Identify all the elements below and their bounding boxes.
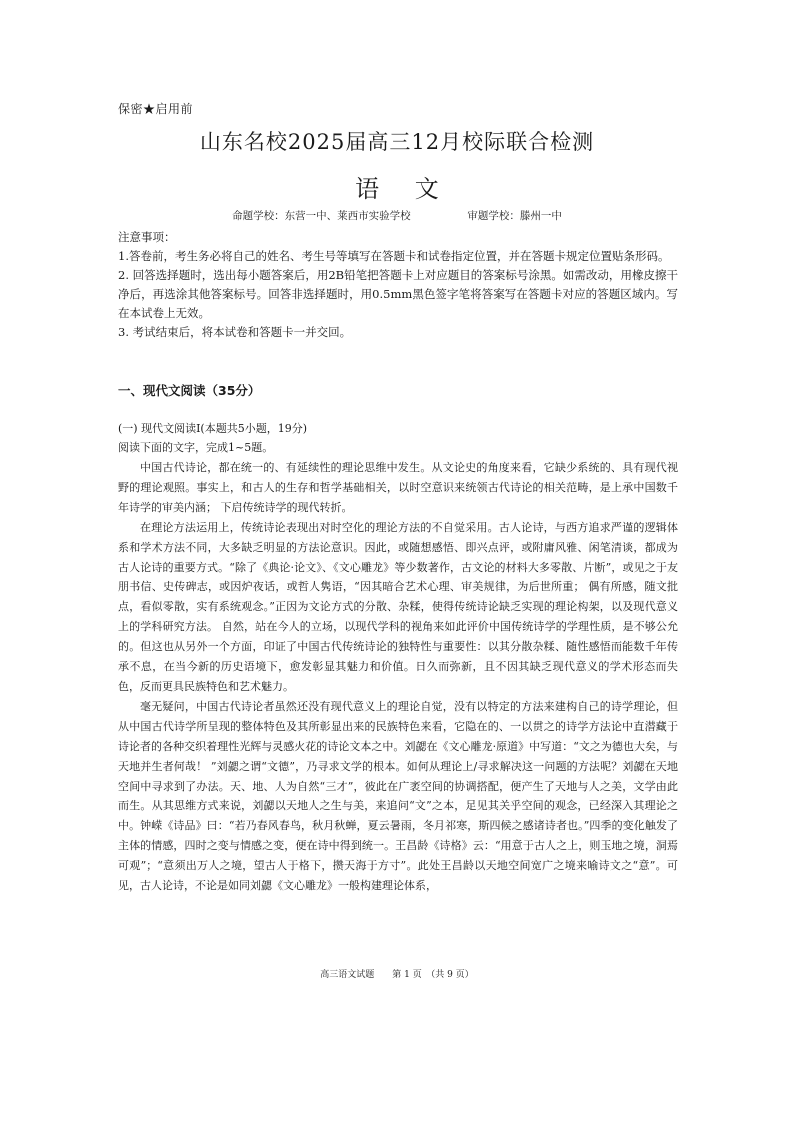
confidential-label: 保密★启用前 <box>118 102 194 116</box>
reviewing-school: 审题学校：滕州一中 <box>467 210 562 222</box>
notes-heading: 注意事项： <box>118 230 176 244</box>
note-item: 1.答卷前，考生务必将自己的姓名、考生号等填写在答题卡和试卷指定位置，并在答题卡规定位置贴条形码。 <box>118 249 670 263</box>
page-footer: 高三语文试题 第 1 页 （共 9 页） <box>320 970 474 980</box>
note-item: 2. 回答选择题时，选出每小题答案后，用2B铅笔把答题卡上对应题目的答案标号涂黑。如需改动，用橡皮擦干净后，再选涂其他答案标号。回答非选择题时，用0.5mm黑色签字笔将答案写在答题卡对应的答题区域内。写在本试卷上无效。 <box>118 268 678 320</box>
reading-passage <box>118 458 678 896</box>
exam-notes <box>118 228 678 342</box>
subject-title: 语 文 <box>355 175 453 203</box>
passage-paragraph: 在理论方法运用上，传统诗论表现出对时空化的理论方法的不自觉采用。古人论诗，与西方追求严谨的逻辑体系和学术方法不同，大多缺乏明显的方法论意识。因此，或随想感悟、即兴点评，或附庸风雅、闲笔清谈，都成为古人论诗的重要方式。“除了《典论·论文》、《文心雕龙》等少数著作，古文论的材料大多零散、片断”，或见之于友朋书信、史传碑志，或因炉夜话，或哲人隽语，“因其暗合艺术心理、审美规律，为后世所重； 偶有所感，随文批点，看似零散，实有系统观念。”正因为文论方式的分散、杂糅，使得传统诗论缺乏实现的理论构架，以及现代意义上的学科研究方法。 自然，站在今人的立场，以现代学科的视角来如此评价中国传统诗学的学理性质，是不够公允的。但这也从另外一个方面，印证了中国古代传统诗论的独特性与重要性：以其分散杂糅、随性感悟而能数千年传承不息，在当今新的历史语境下，愈发彰显其魅力和价值。日久而弥新，且不因其缺乏现代意义的学术形态而失色，反而更具民族特色和艺术魅力。 <box>118 520 678 693</box>
reading-subheading: (一) 现代文阅读Ⅰ(本题共5小题，19分) <box>118 422 308 435</box>
setters-line <box>0 208 794 223</box>
reading-subheading-block <box>118 419 678 457</box>
section-heading: 一、现代文阅读（35分） <box>118 383 261 398</box>
passage-paragraph: 毫无疑问，中国古代诗论者虽然还没有现代意义上的理论自觉，没有以特定的方法来建构自己的诗学理论，但从中国古代诗学所呈现的整体特色及其所彰显出来的民族特色来看，它隐在的、一以贯之的诗学方法论中直潜藏于诗论者的各种交织着理性光辉与灵感火花的诗论文本之中。刘勰在《文心雕龙·原道》中写道：“文之为德也大矣，与天地并生者何哉！ ”刘勰之谓“文德”，乃寻求文学的根本。如何从理论上/寻求解决这一问题的方法呢？刘勰在天地空间中寻求到了办法。天、地、人为自然“三才”，彼此在广袤空间的协调搭配，便产生了天地与人之美，文学由此而生。从其思维方式来说，刘勰以天地人之生与美，来追问“文”之本，足见其关乎空间的观念，已经深入其理论之中。钟嵘《诗品》曰：“若乃春风春鸟，秋月秋蝉，夏云暑雨，冬月祁寒，斯四候之感诸诗者也。”四季的变化触发了主体的情感，四时之变与情感之变，便在诗中得到统一。王昌龄《诗格》云：“用意于古人之上，则玉地之境，洞焉可观”；“意须出万人之境，望古人于格下，攒天海于方寸”。此处王昌龄以天地空间宽广之境来喻诗文之“意”。可见，古人论诗，不论是如同刘勰《文心雕龙》一般构建理论体系， <box>118 699 678 893</box>
note-item: 3. 考试结束后，将本试卷和答题卡一并交回。 <box>118 325 352 339</box>
setting-schools: 命题学校：东营一中、莱西市实验学校 <box>232 210 411 222</box>
exam-title: 山东名校2025届高三12月校际联合检测 <box>199 130 595 154</box>
passage-paragraph: 中国古代诗论，都在统一的、有延续性的理论思维中发生。从文论史的角度来看，它缺少系统的、具有现代视野的理论观照。事实上，和古人的生存和哲学基础相关，以时空意识来统领古代诗论的相关范畴，是上承中国数千年诗学的审美内涵； 下启传统诗学的现代转折。 <box>118 461 678 514</box>
reading-instruction: 阅读下面的文字，完成1~5题。 <box>118 441 274 454</box>
